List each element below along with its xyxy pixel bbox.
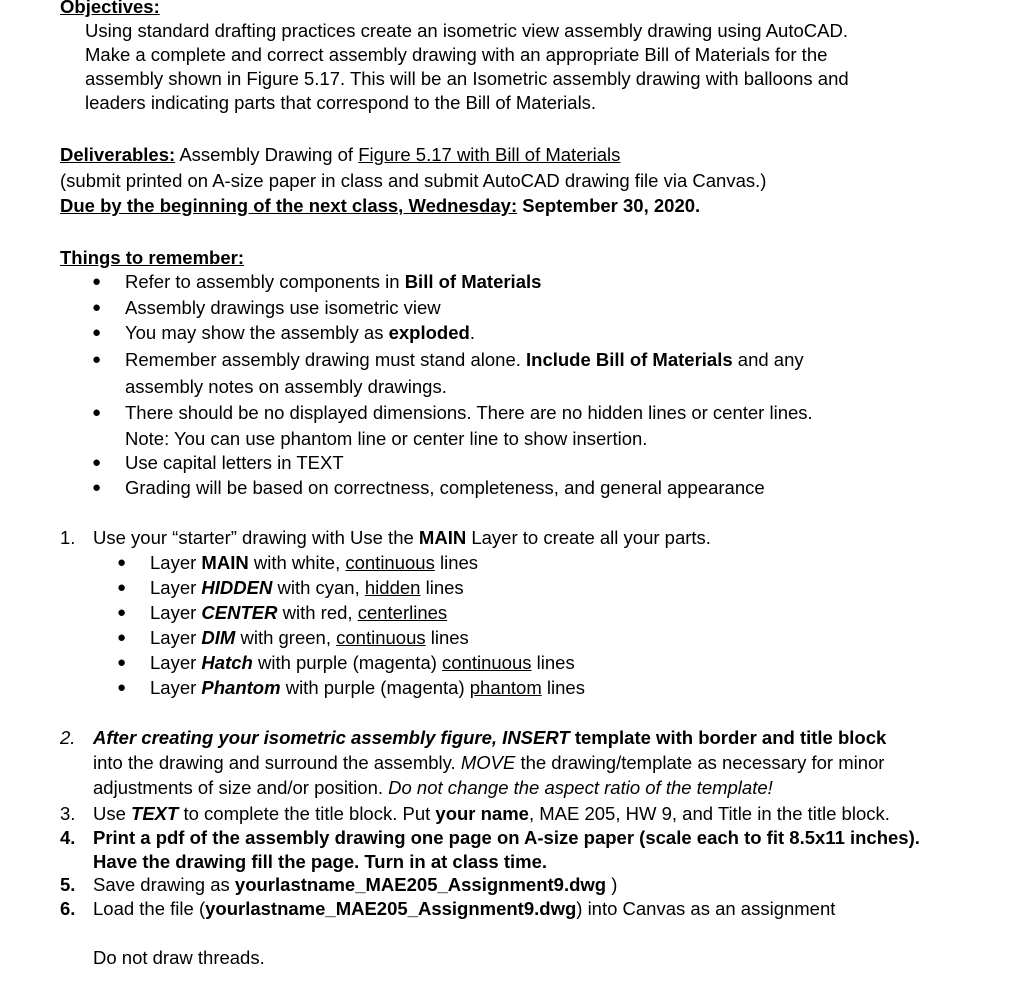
remember-item-4-cont: assembly notes on assembly drawings.: [125, 376, 447, 397]
step-2-warning: Do not change the aspect ratio of the template!: [388, 777, 773, 798]
due-line: [60, 195, 700, 217]
step-2-adjust: adjustments of size and/or position.: [93, 777, 389, 798]
layer-suffix: lines: [425, 627, 469, 648]
bullet-icon: ●: [117, 579, 127, 596]
layer-item-hatch: [150, 652, 575, 674]
bullet-icon: ●: [92, 299, 102, 316]
step-1-main: MAIN: [418, 527, 467, 548]
layer-name: CENTER: [201, 602, 278, 623]
step-3-text-b: to complete the title block. Put: [178, 803, 436, 824]
layer-linetype: continuous: [442, 652, 532, 673]
bullet-icon: ●: [92, 479, 102, 496]
layer-item-center: [150, 602, 447, 624]
remember-item-1: [125, 271, 541, 293]
deliverables-figure-link[interactable]: Figure 5.17 with Bill of Materials: [358, 144, 621, 165]
remember-item-4-tail: and any: [732, 349, 804, 370]
step-3-text: Use: [93, 803, 132, 824]
step-6-text: Load the file (: [93, 898, 206, 919]
remember-item-1-bold: Bill of Materials: [404, 271, 542, 292]
remember-item-5-cont: Note: You can use phantom line or center line to show insertion.: [125, 428, 648, 449]
step-2-number: 2.: [60, 727, 76, 748]
step-5-number: 5.: [60, 874, 76, 895]
layer-linetype: hidden: [364, 577, 421, 598]
step-4-line-2: Have the drawing fill the page. Turn in at class time.: [93, 851, 548, 872]
remember-item-3: [125, 322, 475, 344]
objectives-line-3: assembly shown in Figure 5.17. This will be an Isometric assembly drawing with balloons and: [85, 68, 849, 89]
step-4-number: 4.: [60, 827, 76, 848]
step-1-number: 1.: [60, 527, 76, 548]
layer-prefix: Layer: [150, 627, 202, 648]
step-6-tail: ) into Canvas as an assignment: [576, 898, 836, 919]
remember-item-6: Use capital letters in TEXT: [125, 452, 344, 473]
deliverables-line: [60, 144, 620, 166]
layer-prefix: Layer: [150, 552, 202, 573]
step-6: [93, 898, 835, 920]
layer-suffix: lines: [434, 552, 479, 573]
bullet-icon: ●: [92, 404, 102, 421]
remember-item-1-text: Refer to assembly components in: [125, 271, 405, 292]
layer-name: HIDDEN: [201, 577, 273, 598]
step-4-line-1: Print a pdf of the assembly drawing one page on A-size paper (scale each to fit 8.5x11 inches).: [93, 827, 920, 848]
step-2-line-3: [93, 777, 773, 799]
layer-linetype: phantom: [469, 677, 542, 698]
due-date: September 30, 2020: [522, 195, 696, 216]
bullet-icon: ●: [117, 629, 127, 646]
layer-color: with cyan,: [272, 577, 365, 598]
layer-name: DIM: [201, 627, 236, 648]
step-2-text-b: the drawing/template as necessary for minor: [515, 752, 885, 773]
step-2-line-2: [93, 752, 884, 774]
bullet-icon: ●: [117, 654, 127, 671]
layer-prefix: Layer: [150, 602, 202, 623]
layer-name: Hatch: [201, 652, 253, 673]
objectives-line-4: leaders indicating parts that correspond to the Bill of Materials.: [85, 92, 597, 113]
bullet-icon: ●: [92, 324, 102, 341]
due-label: Due by the beginning of the next class, Wednesday:: [60, 195, 518, 216]
step-1-tail: Layer to create all your parts.: [466, 527, 711, 548]
remember-item-3-bold: exploded: [388, 322, 470, 343]
remember-item-4-text: Remember assembly drawing must stand alone.: [125, 349, 527, 370]
step-1: [93, 527, 711, 549]
objectives-line-2: Make a complete and correct assembly drawing with an appropriate Bill of Materials for the: [85, 44, 828, 65]
layer-prefix: Layer: [150, 577, 202, 598]
layer-suffix: lines: [541, 677, 585, 698]
step-6-filename: yourlastname_MAE205_Assignment9.dwg: [205, 898, 577, 919]
deliverables-label: Deliverables:: [60, 144, 176, 165]
objectives-line-1: Using standard drafting practices create an isometric view assembly drawing using AutoCAD.: [85, 20, 848, 41]
step-2-move: MOVE: [460, 752, 516, 773]
step-6-number: 6.: [60, 898, 76, 919]
step-5-text: Save drawing as: [93, 874, 235, 895]
layer-suffix: lines: [531, 652, 575, 673]
layer-item-phantom: [150, 677, 585, 699]
bullet-icon: ●: [92, 351, 102, 368]
layer-item-hidden: [150, 577, 464, 599]
bullet-icon: ●: [117, 679, 127, 696]
layer-linetype: continuous: [336, 627, 426, 648]
remember-item-5: There should be no displayed dimensions. There are no hidden lines or center lines.: [125, 402, 813, 423]
layer-item-main: [150, 552, 478, 574]
step-3-text-cmd: TEXT: [131, 803, 179, 824]
remember-item-7: Grading will be based on correctness, completeness, and general appearance: [125, 477, 765, 498]
remember-heading: Things to remember:: [60, 247, 244, 268]
remember-item-3-period: .: [469, 322, 475, 343]
bullet-icon: ●: [117, 604, 127, 621]
bullet-icon: ●: [117, 554, 127, 571]
step-5-tail: ): [606, 874, 618, 895]
layer-suffix: lines: [420, 577, 464, 598]
bullet-icon: ●: [92, 454, 102, 471]
step-5-filename: yourlastname_MAE205_Assignment9.dwg: [234, 874, 607, 895]
layer-linetype: centerlines: [357, 602, 448, 623]
layer-color: with red,: [277, 602, 358, 623]
step-3-your-name: your name: [435, 803, 529, 824]
bullet-icon: ●: [92, 273, 102, 290]
layer-linetype: continuous: [345, 552, 435, 573]
deliverables-submit-note: (submit printed on A-size paper in class and submit AutoCAD drawing file via Canvas.): [60, 170, 767, 191]
layer-prefix: Layer: [150, 652, 202, 673]
step-2-template: template with border and title block: [569, 727, 887, 748]
layer-color: with green,: [235, 627, 337, 648]
layer-color: with purple (magenta): [280, 677, 470, 698]
remember-item-4: [125, 349, 804, 371]
deliverables-text: Assembly Drawing of: [179, 144, 359, 165]
objectives-heading: Objectives:: [60, 0, 160, 17]
step-2-text: into the drawing and surround the assembly.: [93, 752, 461, 773]
step-5: [93, 874, 617, 896]
remember-item-2: Assembly drawings use isometric view: [125, 297, 441, 318]
step-3-tail: , MAE 205, HW 9, and Title in the title block.: [528, 803, 890, 824]
layer-color: with purple (magenta): [252, 652, 443, 673]
layer-name: Phantom: [201, 677, 281, 698]
step-2-insert: After creating your isometric assembly figure, INSERT: [93, 727, 570, 748]
footer-note: Do not draw threads.: [93, 947, 265, 968]
remember-item-4-bold: Include Bill of Materials: [526, 349, 733, 370]
layer-color: with white,: [248, 552, 346, 573]
layer-prefix: Layer: [150, 677, 202, 698]
due-period: .: [695, 195, 701, 216]
remember-item-3-text: You may show the assembly as: [125, 322, 389, 343]
step-2-line-1: [93, 727, 886, 749]
step-1-text: Use your “starter” drawing with Use the: [93, 527, 419, 548]
step-3-number: 3.: [60, 803, 76, 824]
step-3: [93, 803, 890, 825]
layer-name: MAIN: [201, 552, 249, 573]
layer-item-dim: [150, 627, 469, 649]
